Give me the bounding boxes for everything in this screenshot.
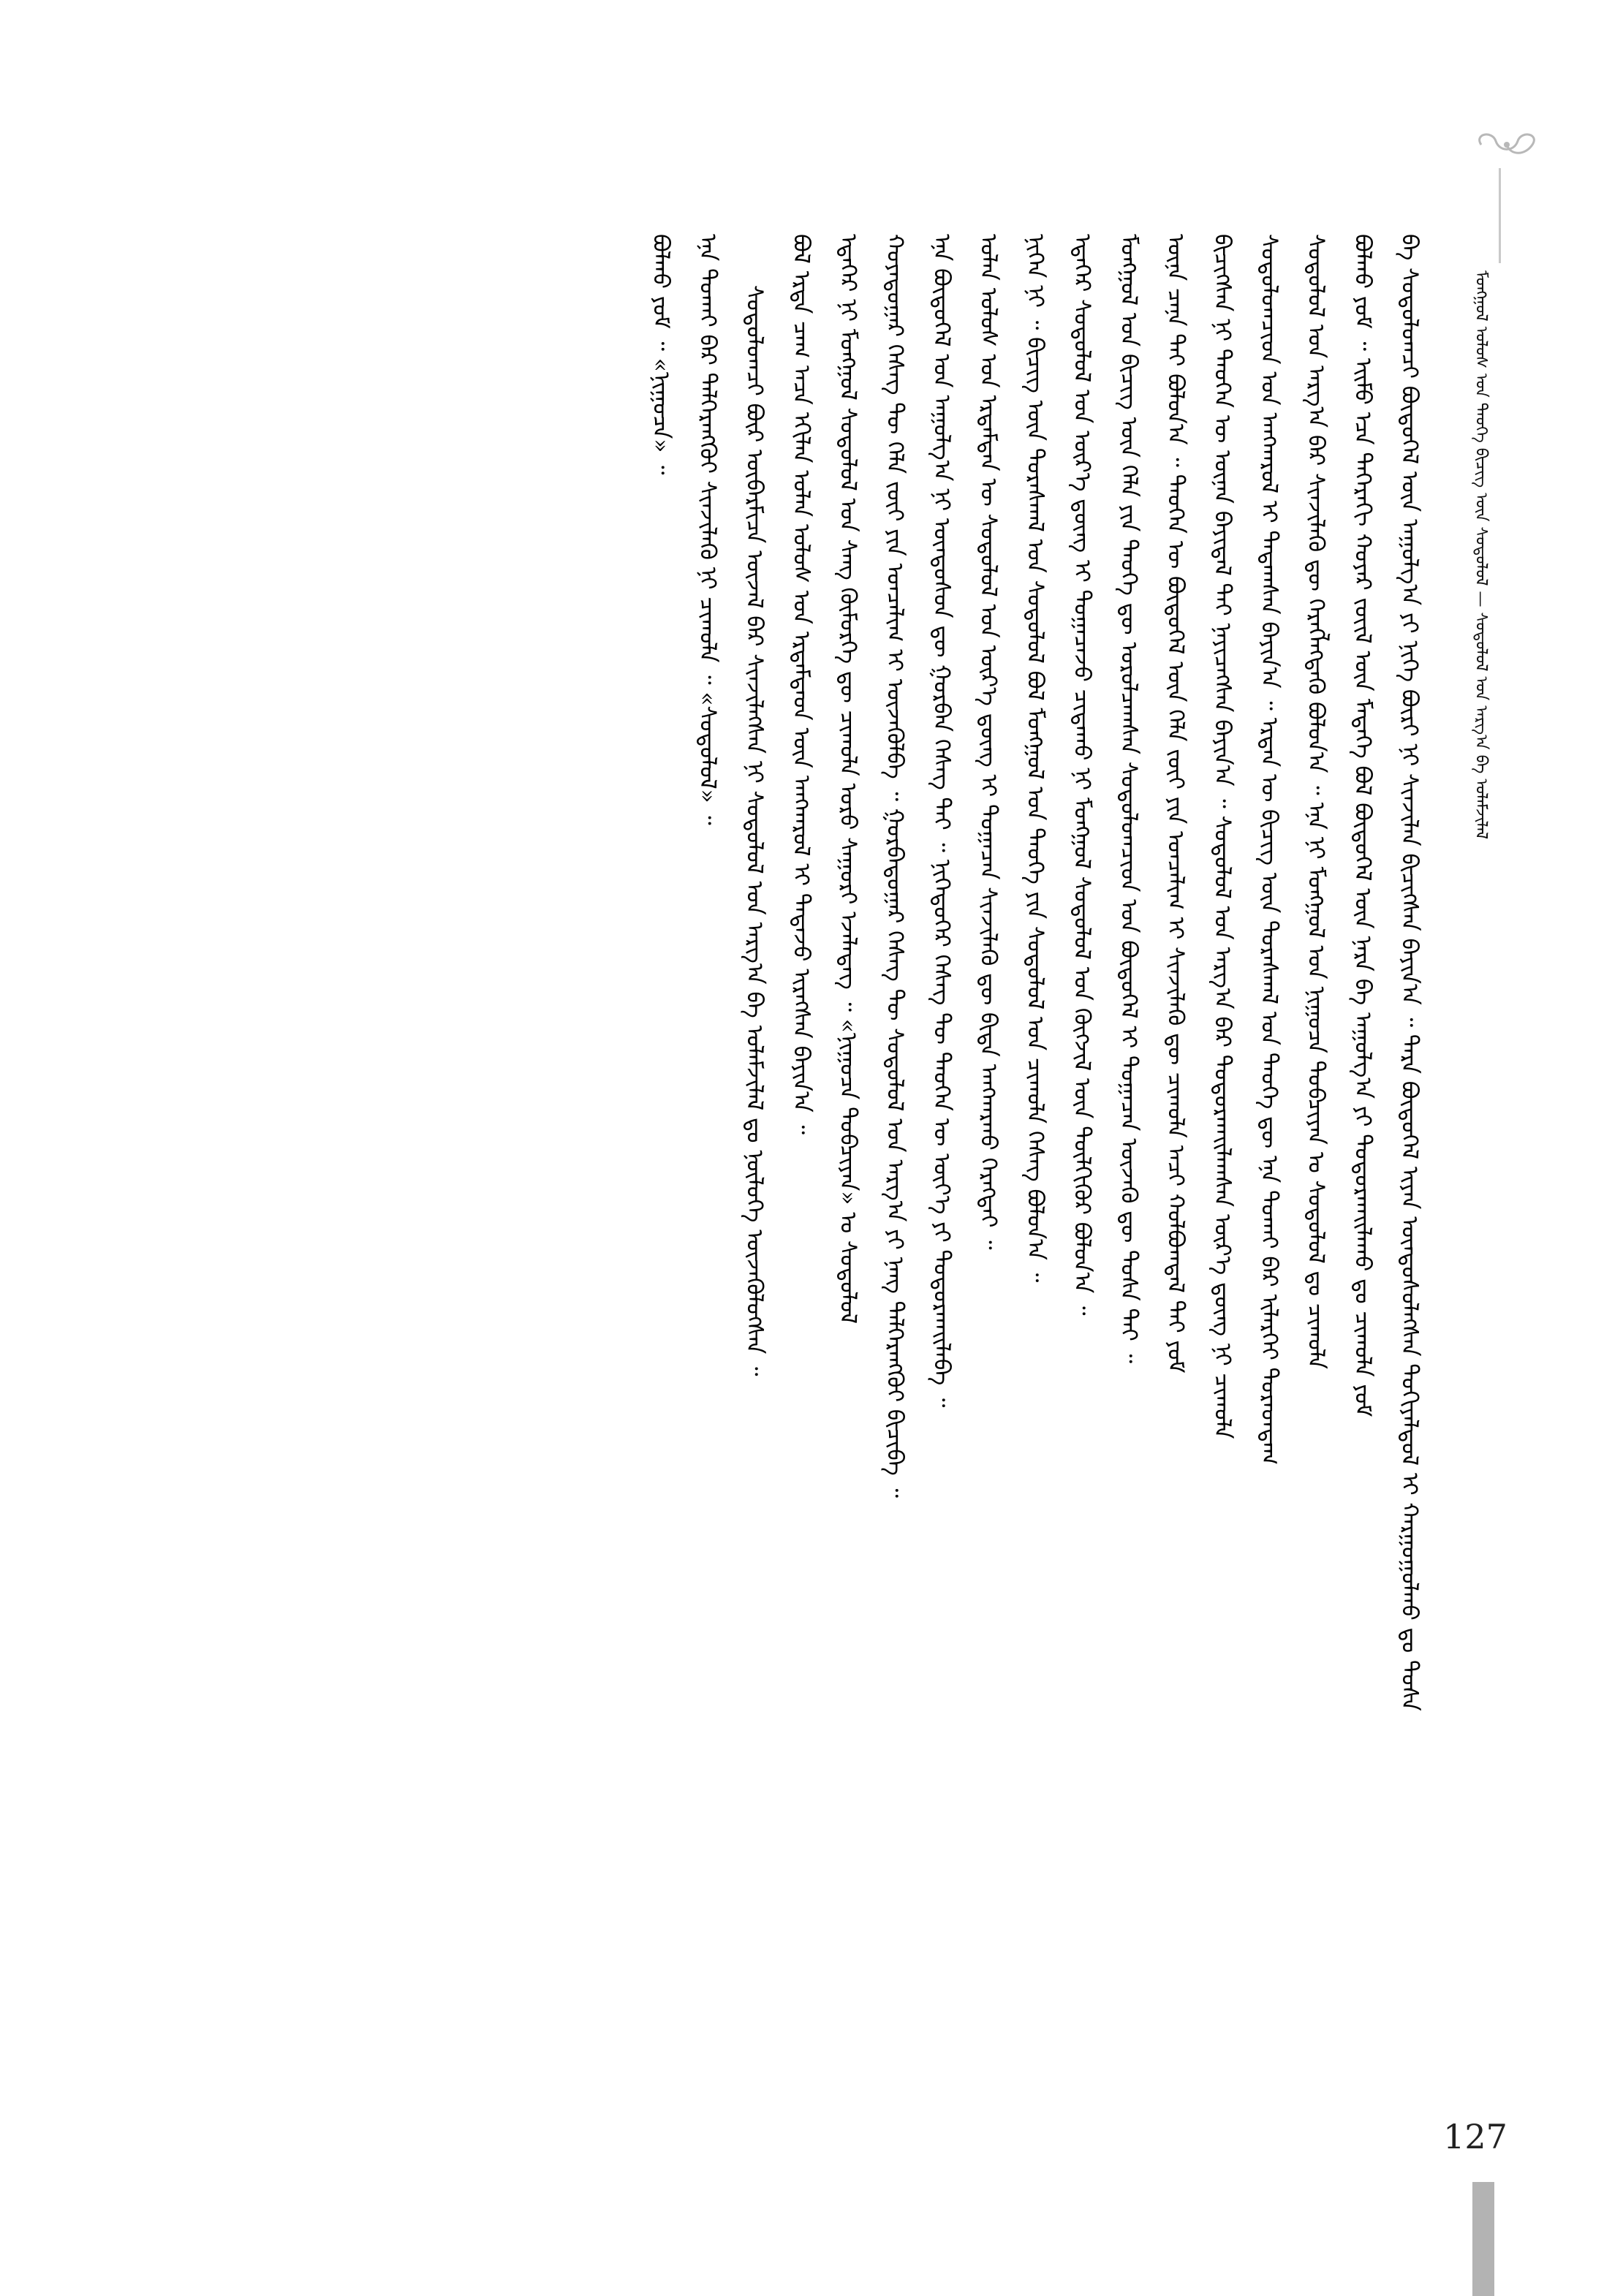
header-ornament-icon <box>1467 123 1547 167</box>
text-column: ᠰᠤᠳᠤᠯᠤᠯ ᠤᠨ ᠠᠷᠭ᠎ᠠ ᠪᠠᠷ ᠰᠢᠨᠵᠢᠯᠡᠬᠦ ᠳᠦ ᠬᠡᠷᠡᠭᠯᠡᠭᠳᠡᠬᠦ ᠪᠣᠯᠤᠨ᠎ᠠ ᠃ ᠡᠨᠡ ᠨᠢ ᠮᠣᠩᠭᠣᠯ ᠤᠨ ᠨᠢᠭᠤᠴᠠ ᠲᠣᠪᠴᠢᠶᠠᠨ ᠤ ᠰᠤᠳᠤᠯᠤᠯ ᠳᠤ ᠴᠢᠬᠤᠯᠠ <box>1303 234 1329 1369</box>
text-column: ᠪᠠ ᠰᠤᠳᠤᠯᠤᠭᠴᠢ ᠪᠦᠲᠦᠭᠡᠯ ᠦᠨ ᠠᠭᠤᠯᠭ᠎ᠠ ᠶᠢ ᠨᠢᠭᠡ ᠪᠦᠷᠢ ᠨᠢ ᠰᠢᠨᠵᠢᠯᠡᠨ ᠪᠢᠴᠢᠭᠰᠡᠨ ᠪᠠᠶᠢᠨ᠎ᠠ ᠃ ᠲᠡᠷᠡ ᠪᠦᠲᠦᠭᠡᠯ ᠢᠶᠡᠨ ᠦᠨᠳᠦᠰᠦᠯᠡᠭᠰᠡᠨ ᠲᠣᠬᠢᠶᠠᠯᠳᠤᠯ ᠢ ᠬᠠᠷᠭᠤᠭᠤᠯᠬᠤ ᠳᠤ ᠲᠤᠰᠠ <box>1396 234 1423 1711</box>
text-column: ᠣᠯᠠᠨ ᠤᠯᠤᠰ ᠤᠨ ᠡᠷᠳᠡᠮᠲᠡᠨ ᠦ ᠰᠤᠳᠤᠯᠤᠯ ᠤᠨ ᠦᠷ᠎ᠡ ᠳ᠋ᠦᠩ ᠢ ᠲᠣᠭᠠᠴᠠᠨ ᠰᠢᠨᠵᠢᠯᠡᠬᠦ ᠳᠦ ᠪᠢᠳᠡ ᠠᠨᠭᠬᠠᠷᠬᠤ ᠬᠡᠷᠡᠭᠲᠡᠢ ᠃ <box>975 234 1002 1250</box>
body-text <box>190 234 1433 2039</box>
text-column: ᠰᠤᠳᠤᠯᠤᠭᠴᠢ ᠪᠦᠷ ᠥᠪᠡᠷᠮᠢᠴᠡ ᠦᠵᠡᠯ ᠪᠠᠷ ᠰᠢᠨᠵᠢᠯᠡᠭᠰᠡᠨ ᠨᠢ ᠰᠤᠳᠤᠯᠤᠯ ᠤᠨ ᠠᠷᠭ᠎ᠠ ᠪᠠ ᠤᠯᠠᠮᠵᠢᠯᠠᠯ ᠳᠤ ᠨᠥᠯᠦᠭᠡ ᠦᠵᠡᠭᠦᠯᠦᠭᠰᠡᠨ ᠃ <box>741 285 768 1376</box>
text-column: ᠨᠢᠭᠡᠨ ᠨᠢ ᠃ ᠪᠢᠴᠢᠭ ᠦᠨ ᠳᠤᠷᠠᠰᠬᠠᠯ ᠤᠨ ᠰᠤᠳᠤᠯᠤᠯ ᠪᠣᠯ ᠮᠣᠩᠭᠣᠯ ᠤᠨ ᠲᠡᠦᠬᠡ ᠶᠢᠨ ᠰᠤᠳᠤᠯᠤᠯ ᠤᠨ ᠴᠢᠬᠤᠯᠠ ᠬᠡᠰᠡᠭ ᠪᠣᠯᠤᠨ᠎ᠠ ᠃ <box>1022 234 1048 1283</box>
page-number: 127 <box>1443 2117 1507 2156</box>
text-column: ᠪᠢᠴᠢᠭᠰᠡᠨ ᠨᠢ ᠲᠡᠦᠬᠡᠨ ᠦ ᠦᠨᠡᠨ ᠪᠠᠶᠢᠳᠠᠯ ᠲᠠᠢ ᠨᠡᠶᠢᠴᠡᠭᠰᠡᠨ ᠪᠠᠶᠢᠨ᠎ᠠ ᠃ ᠰᠤᠳᠤᠯᠤᠯ ᠤᠨ ᠠᠷᠭ᠎ᠠ ᠪᠠᠷ ᠲᠣᠳᠤᠷᠬᠠᠢᠯᠠᠭᠰᠠᠨ ᠦᠷ᠎ᠡ ᠳ᠋ᠦᠩ ᠨᠢ ᠴᠢᠬᠤᠯᠠ <box>1209 234 1236 1439</box>
running-head: ᠮᠣᠩᠭᠣᠯ ᠤᠯᠤᠰ ᠤᠨ ᠲᠡᠦᠬᠡ ᠪᠢᠴᠢᠭ ᠦᠨ ᠰᠤᠳᠤᠯᠤᠯ — ᠰᠤᠳᠤᠯᠤᠯ ᠤᠨ ᠠᠷᠭ᠎ᠠ ᠪᠠ ᠤᠯᠠᠮᠵᠢᠯᠠᠯ <box>1472 270 1490 840</box>
text-column: ᠡᠳᠡᠭᠡᠷ ᠨᠢ ᠮᠣᠩᠭᠣᠯ ᠰᠤᠳᠤᠯᠤᠯ ᠤᠨ ᠰᠠᠩ ᠬᠥᠮᠥᠷᠭᠡ ᠳᠦ ᠴᠢᠬᠤᠯᠠ ᠣᠷᠣ ᠰᠠᠭᠤᠷᠢ ᠡᠵᠡᠯᠡᠳᠡᠭ ᠃ «ᠨᠢᠭᠤᠴᠠ ᠲᠣᠪᠴᠢᠶᠠᠨ» ᠤ ᠰᠤᠳᠤᠯᠤᠯ <box>835 234 861 1325</box>
text-column: ᠡᠳᠡᠭᠡᠷ ᠰᠤᠳᠤᠯᠤᠯ ᠤᠨ ᠦᠷ᠎ᠡ ᠳ᠋ᠦᠩ ᠢ ᠲᠣᠭᠠᠴᠠᠵᠤ ᠴᠢᠳᠠᠬᠤ ᠨᠢ ᠮᠣᠩᠭᠣᠯ ᠰᠤᠳᠤᠯᠤᠯ ᠤᠨ ᠬᠥᠭᠵᠢᠯ ᠦᠨ ᠲᠦᠯᠬᠢᠭᠦᠷ ᠪᠣᠯᠤᠨ᠎ᠠ ᠃ <box>1069 234 1095 1316</box>
text-column: ᠡᠨᠡ ᠲᠤᠬᠠᠢ ᠪᠡᠷ ᠳᠡᠯᠭᠡᠷᠡᠩᠭᠦᠢ ᠰᠢᠨᠵᠢᠯᠡᠬᠦ ᠨᠢ ᠴᠢᠬᠤᠯᠠ ᠃ «ᠰᠤᠳᠤᠯᠤᠯ» ᠃ <box>695 234 721 825</box>
page-edge-marker <box>1472 2182 1494 2296</box>
text-column: ᠡᠨᠡ ᠪᠦᠲᠦᠭᠡᠯ ᠤᠨ ᠠᠭᠤᠯᠭ᠎ᠠ ᠨᠢ ᠦᠨᠳᠦᠰᠦᠨ ᠳᠦ ᠭᠤᠷᠪᠠᠨ ᠬᠡᠰᠡᠭ ᠲᠡᠢ ᠃ ᠨᠢᠭᠡᠳᠦᠭᠡᠷ ᠬᠡᠰᠡᠭ ᠲᠦ ᠲᠡᠦᠬᠡᠨ ᠦ ᠦᠶ᠎ᠡ ᠶᠢ ᠲᠣᠳᠤᠷᠬᠠᠢᠯᠠᠪᠠ ᠃ <box>928 234 955 1408</box>
text-column: ᠮᠣᠩᠭᠣᠯ ᠤᠨ ᠪᠢᠴᠢᠭ ᠦᠨ ᠬᠡᠯᠡ ᠶᠢᠨ ᠲᠡᠦᠬᠡ ᠳᠦ ᠣᠷᠣᠯᠴᠠᠭᠰᠠᠨ ᠰᠤᠳᠤᠯᠤᠭᠴᠢᠳ ᠤᠨ ᠪᠦᠲᠦᠭᠡᠯ ᠢ ᠲᠣᠭᠠᠴᠠᠨ ᠦᠵᠡᠬᠦ ᠳᠦ ᠲᠤᠰᠠ ᠲᠠᠢ ᠃ <box>1116 234 1142 1363</box>
text-column: ᠰᠤᠳᠤᠯᠤᠭᠴᠢᠳ ᠤᠨ ᠠᠨᠭᠬᠠᠷᠤᠯ ᠢ ᠲᠠᠲᠠᠭᠰᠠᠨ ᠪᠠᠶᠢᠨ᠎ᠠ ᠃ ᠡᠷᠲᠡᠨ ᠦ ᠪᠢᠴᠢᠭ ᠦᠨ ᠳᠤᠷᠠᠰᠬᠠᠯ ᠤᠨ ᠲᠡᠦᠬᠡ ᠳᠦ ᠡᠨᠡ ᠲᠤᠬᠠᠢ ᠪᠠᠷ ᠢᠯᠡᠷᠬᠡᠢ ᠳᠤᠷᠠᠳᠳᠠᠭ <box>1256 234 1282 1466</box>
text-column: ᠦᠨᠡ ᠴᠡᠨᠡ ᠲᠠᠢ ᠪᠣᠯᠤᠨ᠎ᠠ ᠃ ᠲᠡᠦᠬᠡᠨ ᠦ ᠪᠦᠲᠦᠭᠡᠯ ᠦᠨ ᠬᠡᠯᠡ ᠵᠦᠢ ᠶᠢᠨ ᠣᠨᠴᠠᠯᠢᠭ ᠢ ᠰᠢᠨᠵᠢᠯᠡᠬᠦ ᠳᠦ ᠴᠢᠬᠤᠯᠠ ᠠᠴᠢ ᠬᠣᠯᠪᠣᠭᠳᠠᠯ ᠲᠠᠢ ᠶᠤᠮ <box>1162 234 1189 1374</box>
header-rule <box>1499 168 1501 263</box>
text-column: ᠬᠣᠶᠠᠳᠤᠭᠠᠷ ᠬᠡᠰᠡᠭ ᠲᠦ ᠬᠡᠯᠡ ᠵᠦᠢ ᠶᠢᠨ ᠣᠨᠴᠠᠯᠢᠭ ᠢ ᠦᠵᠡᠭᠦᠯᠪᠡ ᠃ ᠭᠤᠷᠪᠠᠳᠤᠭᠠᠷ ᠬᠡᠰᠡᠭ ᠲᠦ ᠰᠤᠳᠤᠯᠤᠯ ᠤᠨ ᠠᠷᠭ᠎ᠠ ᠶᠢ ᠨᠡᠩ ᠳᠡᠯᠭᠡᠷᠡᠩᠭᠦᠢ ᠪᠢᠴᠢᠪᠡ ᠃ <box>882 234 908 1499</box>
text-column: ᠪᠣᠯ ᠡᠷᠲᠡ ᠴᠠᠭ ᠠᠴᠠ ᠡᠬᠢᠯᠡᠨ ᠣᠯᠠᠨ ᠤᠯᠤᠰ ᠤᠨ ᠡᠷᠳᠡᠮᠲᠡᠳ ᠦᠨ ᠠᠨᠭᠬᠠᠷᠤᠯ ᠢ ᠲᠠᠲᠠᠵᠤ ᠢᠷᠡᠭᠰᠡᠨ ᠪᠠᠶᠢᠨ᠎ᠠ ᠃ <box>788 234 814 1135</box>
text-column: ᠪᠣᠯᠬᠤ ᠶᠤᠮ ᠃ «ᠨᠢᠭᠤᠴᠠ» ᠃ <box>648 234 674 475</box>
text-column: ᠪᠣᠯᠬᠤ ᠶᠤᠮ ᠃ ᠡᠢᠮᠦ ᠡᠴᠡ ᠳᠡᠭᠡᠷᠡᠬᠢ ᠬᠣᠶᠠᠷ ᠵᠦᠢᠯ ᠦᠨ ᠮᠡᠳᠡᠭᠡ ᠪᠣᠯ ᠪᠦᠲᠦᠭᠡᠯ ᠦᠨ ᠨᠡᠷᠡ ᠪᠠ ᠠᠭᠤᠯᠭ᠎ᠠ ᠶᠢ ᠲᠣᠳᠤᠷᠬᠠᠢᠯᠠᠬᠤ ᠳᠤ ᠴᠢᠬᠤᠯᠠ ᠶᠤᠮ <box>1350 234 1376 1417</box>
